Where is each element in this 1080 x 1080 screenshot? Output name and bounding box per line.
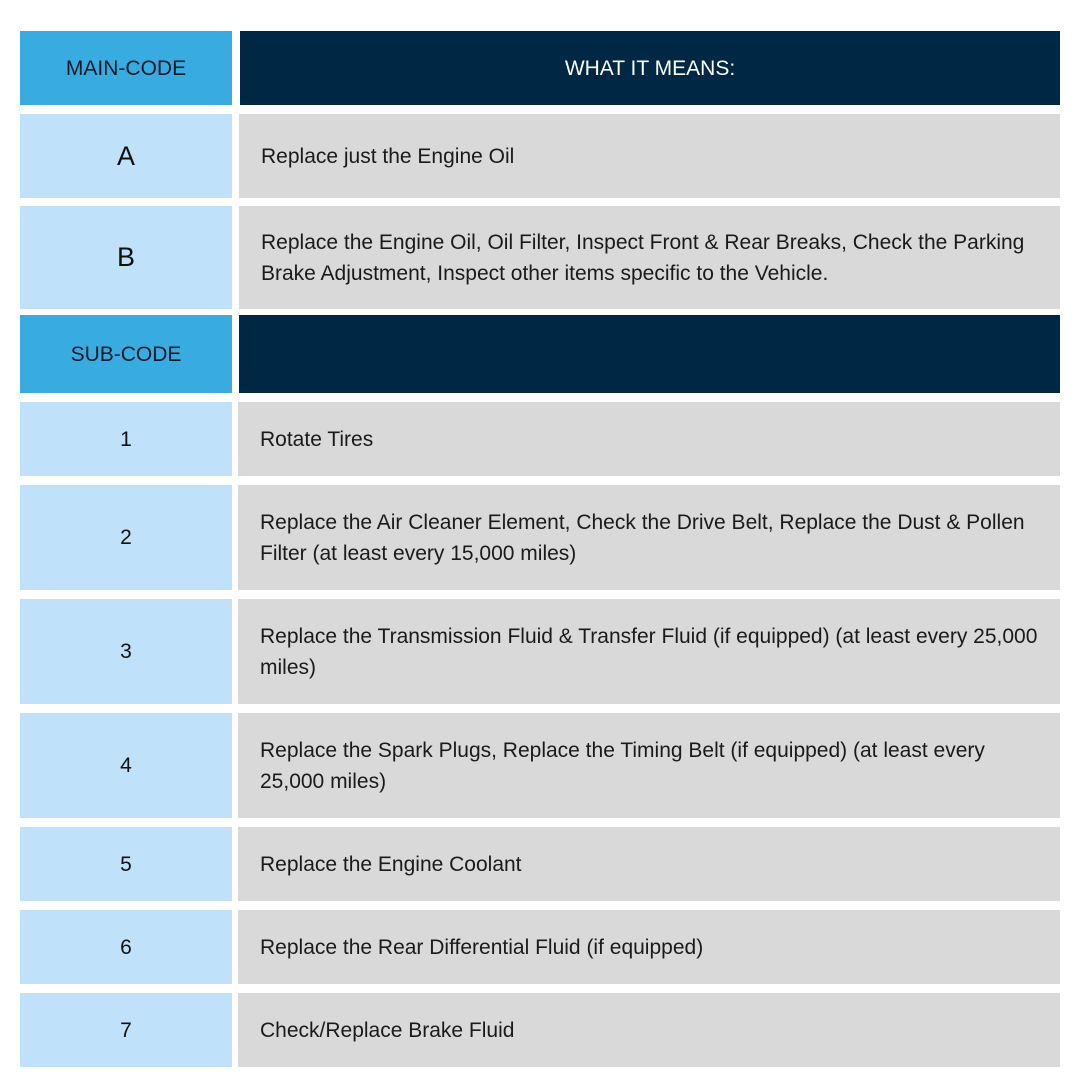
sub-code-description-header	[239, 315, 1060, 393]
sub-code-cell: 3	[20, 599, 232, 704]
sub-code-description: Replace the Spark Plugs, Replace the Timing Belt (if equipped) (at least every 25,000 miles)	[238, 713, 1060, 818]
sub-code-description: Replace the Engine Coolant	[238, 827, 1060, 901]
sub-code-description: Replace the Air Cleaner Element, Check the Drive Belt, Replace the Dust & Pollen Filter (at least every 15,000 miles)	[238, 485, 1060, 590]
main-code-cell: A	[20, 114, 232, 198]
what-it-means-header: WHAT IT MEANS:	[240, 31, 1060, 105]
sub-code-description: Replace the Rear Differential Fluid (if equipped)	[238, 910, 1060, 984]
sub-code-cell: 4	[20, 713, 232, 818]
main-code-cell: B	[20, 206, 232, 309]
sub-code-description: Replace the Transmission Fluid & Transfer Fluid (if equipped) (at least every 25,000 miles)	[238, 599, 1060, 704]
main-code-description: Replace the Engine Oil, Oil Filter, Inspect Front & Rear Breaks, Check the Parking Brake Adjustment, Inspect other items specific to the Vehicle.	[239, 206, 1060, 309]
sub-code-description: Rotate Tires	[238, 402, 1060, 476]
sub-code-description: Check/Replace Brake Fluid	[238, 993, 1060, 1067]
sub-code-cell: 2	[20, 485, 232, 590]
sub-code-header: SUB-CODE	[20, 315, 232, 393]
sub-code-cell: 7	[20, 993, 232, 1067]
sub-code-cell: 1	[20, 402, 232, 476]
sub-code-cell: 5	[20, 827, 232, 901]
sub-code-cell: 6	[20, 910, 232, 984]
main-code-header: MAIN-CODE	[20, 31, 232, 105]
main-code-description: Replace just the Engine Oil	[239, 114, 1060, 198]
